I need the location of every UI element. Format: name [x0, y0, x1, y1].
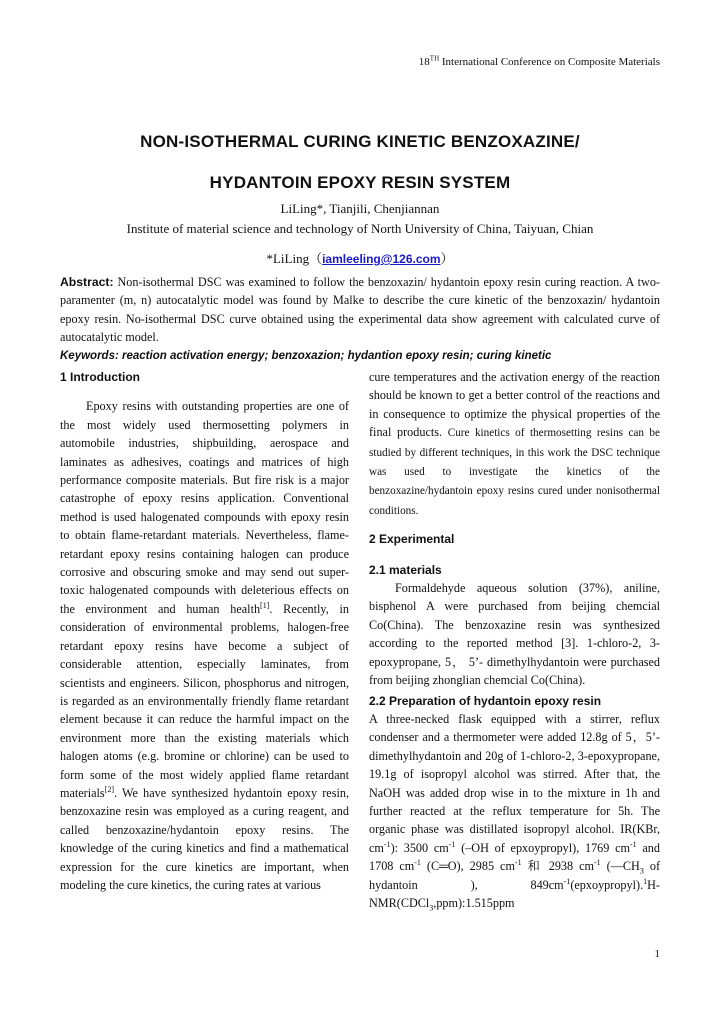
keywords-text: reaction activation energy; benzoxazion; hydantion epoxy resin; curing kinetic — [118, 350, 552, 362]
keywords-label: Keywords — [60, 350, 115, 362]
abstract — [60, 273, 660, 347]
abstract-text: Non-isothermal DSC was examined to follow the benzoxazin/ hydantoin epoxy resin curing reaction. A two-paramenter (m, n) autocatalytic model was found by Malke to describe the cure kinetic of the benzoxazin/ hydantoin epoxy resin. No-isothermal DSC curve obtained using the experimental data show agreement with calculated curve of autocatalytic model. — [60, 275, 660, 345]
paper-title-line1: NON-ISOTHERMAL CURING KINETIC BENZOXAZINE/ — [140, 132, 580, 151]
email-link[interactable]: iamleeling@126.com — [322, 252, 441, 266]
introduction-continued: cure temperatures and the activation energy of the reaction should be known to get a better control of the reactions and in consequence to optimize the physical properties of the final products. Cure kinetics of thermosetting resins can be studied by different techniques, in this work the DSC technique was used to investigate the kinetics of the benzoxazine/hydantoin epoxy resins cured under nonisothermal conditions. — [369, 370, 660, 517]
authors: LiLing*, Tianjili, Chenjiannan — [280, 201, 440, 216]
section-heading-introduction: 1 Introduction — [60, 370, 140, 384]
right-column — [369, 368, 660, 912]
section-heading-experimental: 2 Experimental — [369, 532, 455, 547]
corresponding-author: *LiLing（iamleeling@126.com） — [266, 251, 454, 266]
keywords: Keywords: reaction activation energy; benzoxazion; hydantion epoxy resin; curing kinetic — [60, 350, 552, 362]
subsection-heading-materials: 2.1 materials — [369, 562, 442, 577]
abstract-label: Abstract: — [60, 275, 114, 289]
introduction-paragraph: Epoxy resins with outstanding properties are one of the most widely used thermosetting polymers in automobile industries, shipbuilding, aerospace and laminates as adhesives, coatings and matrices of high performance composite materials. But fire risk is a major catastrophe of epoxy resins application. Conventional method is used halogenated compounds with epoxy resin to obtain flame-retardant materials. Nevertheless, flame-retardant epoxy resins containing halogen can produce corrosive and obscuring smoke and may send out super-toxic halogenated compounds with deleterious effects on the environment and human health[1]. Recently, in consideration of environmental problems, halogen-free retardant epoxy resins have become a subject of considerable attention, especially laminates, from scientists and engineers. Silicon, phosphorus and nitrogen, is regarded as an environmentally friendly flame retardant element because it can reduce the harmful impact on the environment more than the existing materials which halogen atoms (e.g. bromine or chlorine) can be used to form some of the most widely applied flame retardant materials[2]. We have synthesized hydantoin epoxy resin, benzoxazine resin was employed as a curing reagent, and called benzoxazine/hydantoin epoxy resins. The knowledge of the curing kinetics and find a mathematical expression for the cure kinetics are important, when modeling the cure kinetics, the curing rates at various — [60, 399, 349, 892]
subsection-heading-preparation: 2.2 Preparation of hydantoin epoxy resin — [369, 693, 602, 708]
running-header: 18TH International Conference on Composite Materials — [418, 54, 660, 68]
preparation-paragraph: A three-necked flask equipped with a stirrer, reflux condenser and a thermometer were added 12.8g of 5，5’-dimethylhydantoin and 20g of 1-chloro-2, 3-epoxypropane, 19.1g of isopropyl alcohol was stirred. After that, the NaOH was added drop wise in to the mixture in 1h and further reacted at the reflux temperature for 5h. The organic phase was distillated isopropyl alcohol. IR(KBr, $cm^{-1}$): 3500 $cm^{-1}$ (–OH of epxoypropyl), 1769 $cm^{-1}$ and 1708 $cm^{-1}$ (C═O), 2985 $cm^{-1}$ 和 2938 $cm^{-1}$ ($—CH_3$ of hydantoin ), $849cm^{-1}(epxoypropyl).^1H-NMR(CDCl_3,ppm):1.515ppm$ — [369, 711, 661, 913]
page-number: 1 — [654, 948, 660, 960]
left-column — [60, 368, 349, 894]
materials-paragraph: Formaldehyde aqueous solution (37%), aniline, bisphenol A were purchased from beijing chemcial Co(China). The benzoxazine resin was synthesized according to the reported method [3]. 1-chloro-2, 3-epoxypropane, 5， 5’- dimethylhydantoin were purchased from beijing zhonglian chemcial Co(China). — [369, 581, 660, 688]
institution: Institute of material science and technology of North University of China, Taiyuan, Chian — [126, 221, 594, 236]
paper-title-line2: HYDANTOIN EPOXY RESIN SYSTEM — [209, 173, 511, 192]
